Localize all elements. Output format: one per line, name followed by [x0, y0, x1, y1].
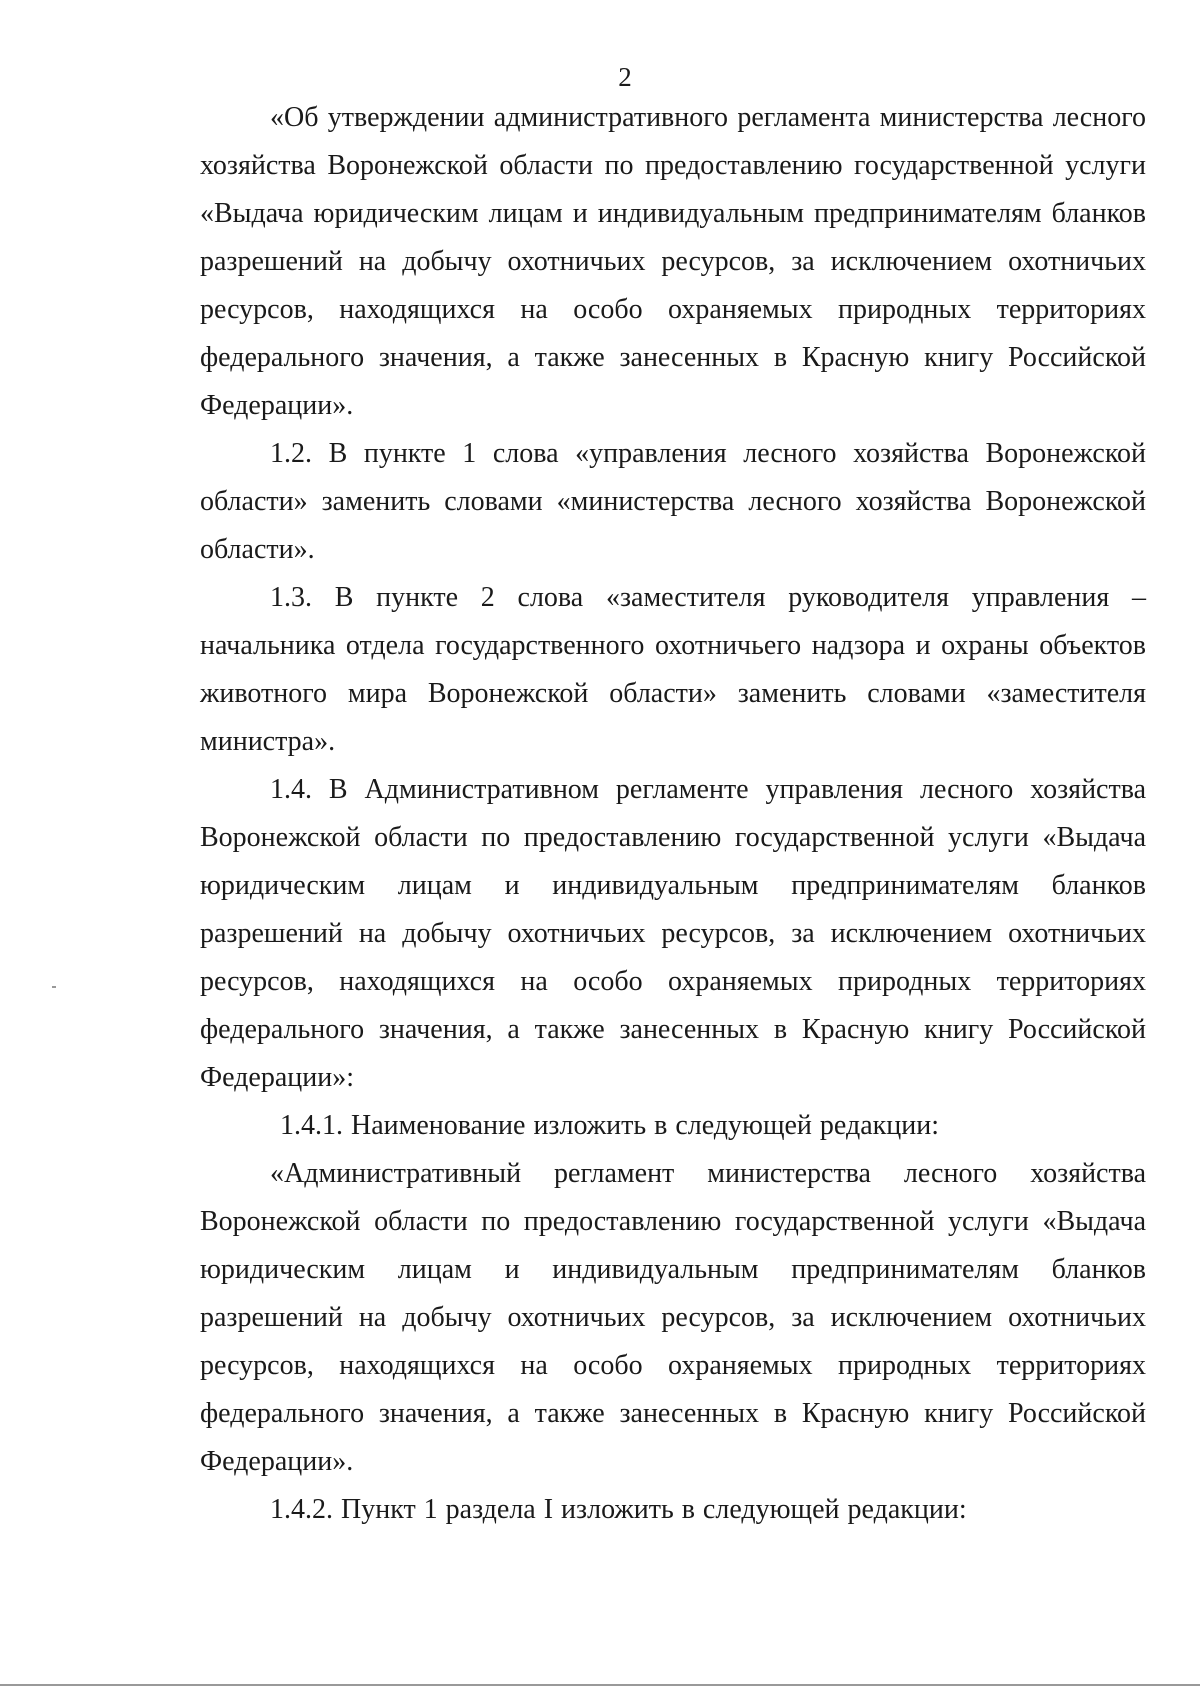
scan-artifact: [52, 986, 56, 988]
paragraph-1-4-2: 1.4.2. Пункт 1 раздела I изложить в следующей редакции:: [270, 1494, 967, 1525]
paragraph-1-2: 1.2. В пункте 1 слова «управления лесного хозяйства Воронежской области» заменить словами «министерства лесного хозяйства Воронежской области».: [200, 438, 1146, 565]
paragraph-1-4: 1.4. В Административном регламенте управления лесного хозяйства Воронежской области по предоставлению государственной услуги «Выдача юридическим лицам и индивидуальным предпринимателям бланков разрешений на добычу охотничьих ресурсов, за исключением охотничьих ресурсов, находящихся на особо охраняемых природных территориях федерального значения, а также занесенных в Красную книгу Российской Федерации»:: [200, 774, 1146, 1093]
paragraph-new-title: «Административный регламент министерства лесного хозяйства Воронежской области по предоставлению государственной услуги «Выдача юридическим лицам и индивидуальным предпринимателям бланков разрешений на добычу охотничьих ресурсов, за исключением охотничьих ресурсов, находящихся на особо охраняемых природных территориях федерального значения, а также занесенных в Красную книгу Российской Федерации».: [200, 1158, 1146, 1477]
paragraph-continuation: «Об утверждении административного регламента министерства лесного хозяйства Воронежской области по предоставлению государственной услуги «Выдача юридическим лицам и индивидуальным предпринимателям бланков разрешений на добычу охотничьих ресурсов, за исключением охотничьих ресурсов, находящихся на особо охраняемых природных территориях федерального значения, а также занесенных в Красную книгу Российской Федерации».: [200, 102, 1146, 421]
paragraph-1-3: 1.3. В пункте 2 слова «заместителя руководителя управления – начальника отдела государственного охотничьего надзора и охраны объектов животного мира Воронежской области» заменить словами «заместителя министра».: [200, 582, 1146, 757]
document-body: [200, 94, 1146, 1534]
scan-edge-line: [0, 1684, 1200, 1686]
page-number: 2: [618, 62, 632, 92]
paragraph-1-4-1: 1.4.1. Наименование изложить в следующей редакции:: [280, 1110, 939, 1141]
